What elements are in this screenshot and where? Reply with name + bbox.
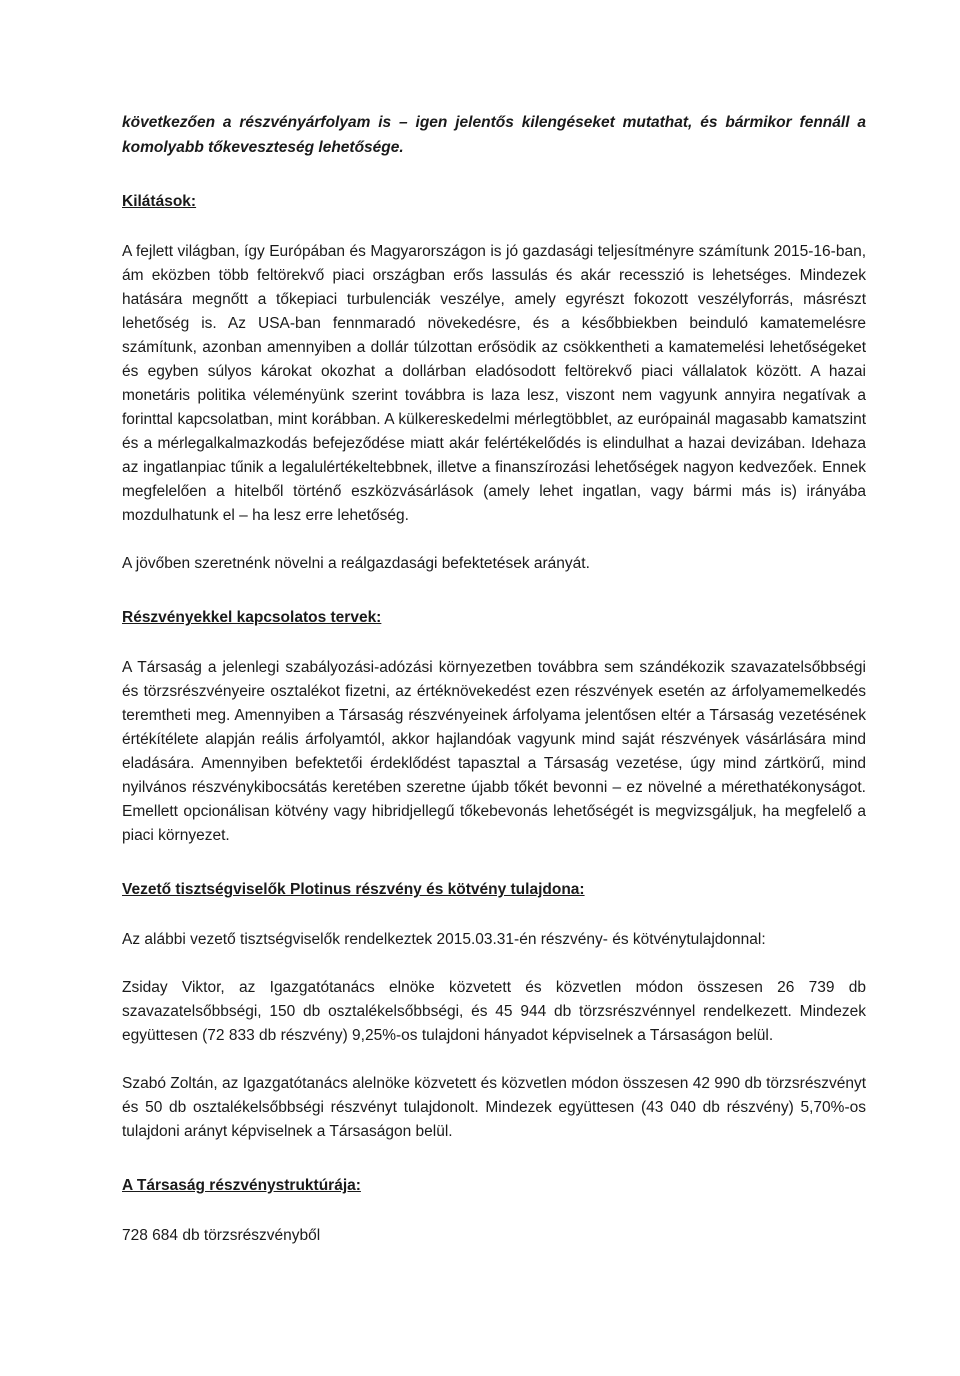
outlook-paragraph: A jövőben szeretnénk növelni a reálgazdasági befektetések arányát. [122,555,590,572]
document-page [122,110,866,1248]
share-structure-paragraph: 728 684 db törzsrészvényből [122,1227,321,1244]
share-structure-heading: A Társaság részvénystruktúrája: [122,1177,361,1194]
officers-heading: Vezető tisztségviselők Plotinus részvény és kötvény tulajdona: [122,881,585,898]
share-plans-paragraph: A Társaság a jelenlegi szabályozási-adózási környezetben továbbra sem szándékozik szavazatelsőbbségi és törzsrészvényeire osztalékot fizetni, az értéknövekedést ezen részvények esetén az árfolyamemelkedés teremtheti meg. Amennyiben a Társaság részvényeinek árfolyama jelentősen eltér a Társaság vezetésének értékítélete alapján reális árfolyamtól, akkor hajlandóak vagyunk mind saját részvények vásárlására mind eladására. Amennyiben befektetői érdeklődést tapasztal a Társaság vezetése, úgy mind zártkörű, mind nyilvános részvénykibocsátás keretében szeretne újabb tőkét bevonni – ez növelné a mérethatékonyságot. Emellett opcionálisan kötvény vagy hibridjellegű tőkebevonás lehetőségét is megvizsgáljuk, ha megfelelő a piaci környezet. [122,659,866,844]
outlook-paragraph: A fejlett világban, így Európában és Magyarországon is jó gazdasági teljesítményre számítunk 2015-16-ban, ám eközben több feltörekvő piaci országban erős lassulás és akár recesszió is lehetséges. Mindezek hatására megnőtt a tőkepiaci turbulenciák veszélye, amely egyrészt fokozott veszélyforrás, másrészt lehetőség is. Az USA-ban fennmaradó növekedésre, és a későbbiekben beinduló kamatemelésre számítunk, azonban amennyiben a dollár túlzottan erősödik az csökkentheti a kamatemelési lehetőségeket és egyben súlyos károkat okozhat a dollárban eladósodott feltörekvő piaci vállalatok között. A hazai monetáris politika véleményünk szerint továbbra is laza lesz, viszont nem vagyunk annyira negatívak a forinttal kapcsolatban, mint korábban. A külkereskedelmi mérlegtöbblet, az európainál magasabb kamatszint és a mérlegalkalmazkodás befejeződése miatt akár felértékelődés is elindulhat a hazai devizában. Idehaza az ingatlanpiac tűnik a legalulértékeltebbnek, illetve a finanszírozási lehetőségek nagyon kedvezőek. Ennek megfelelően a hitelből történő eszközvásárlások (amely lehet ingatlan, vagy bármi más is) irányába mozdulhatunk el – ha lesz erre lehetőség. [122,243,866,524]
outlook-heading: Kilátások: [122,193,197,210]
officers-paragraph: Zsiday Viktor, az Igazgatótanács elnöke közvetett és közvetlen módon összesen 26 739 db szavazatelsőbbségi, 150 db osztalékelsőbbségi, és 45 944 db törzsrészvénnyel rendelkezett. Mindezek együttesen (72 833 db részvény) 9,25%-os tulajdoni hányadot képviselnek a Társaságon belül. [122,979,866,1044]
share-plans-heading: Részvényekkel kapcsolatos tervek: [122,609,382,626]
officers-paragraph: Az alábbi vezető tisztségviselők rendelkeztek 2015.03.31-én részvény- és kötvénytulajdonnal: [122,931,766,948]
intro-paragraph: következően a részvényárfolyam is – igen jelentős kilengéseket mutathat, és bármikor fennáll a komolyabb tőkeveszteség lehetősége. [122,114,866,156]
officers-paragraph: Szabó Zoltán, az Igazgatótanács alelnöke közvetett és közvetlen módon összesen 42 990 db törzsrészvényt és 50 db osztalékelsőbbségi részvényt tulajdonolt. Mindezek együttesen (43 040 db részvény) 5,70%-os tulajdoni arányt képviselnek a Társaságon belül. [122,1075,866,1140]
